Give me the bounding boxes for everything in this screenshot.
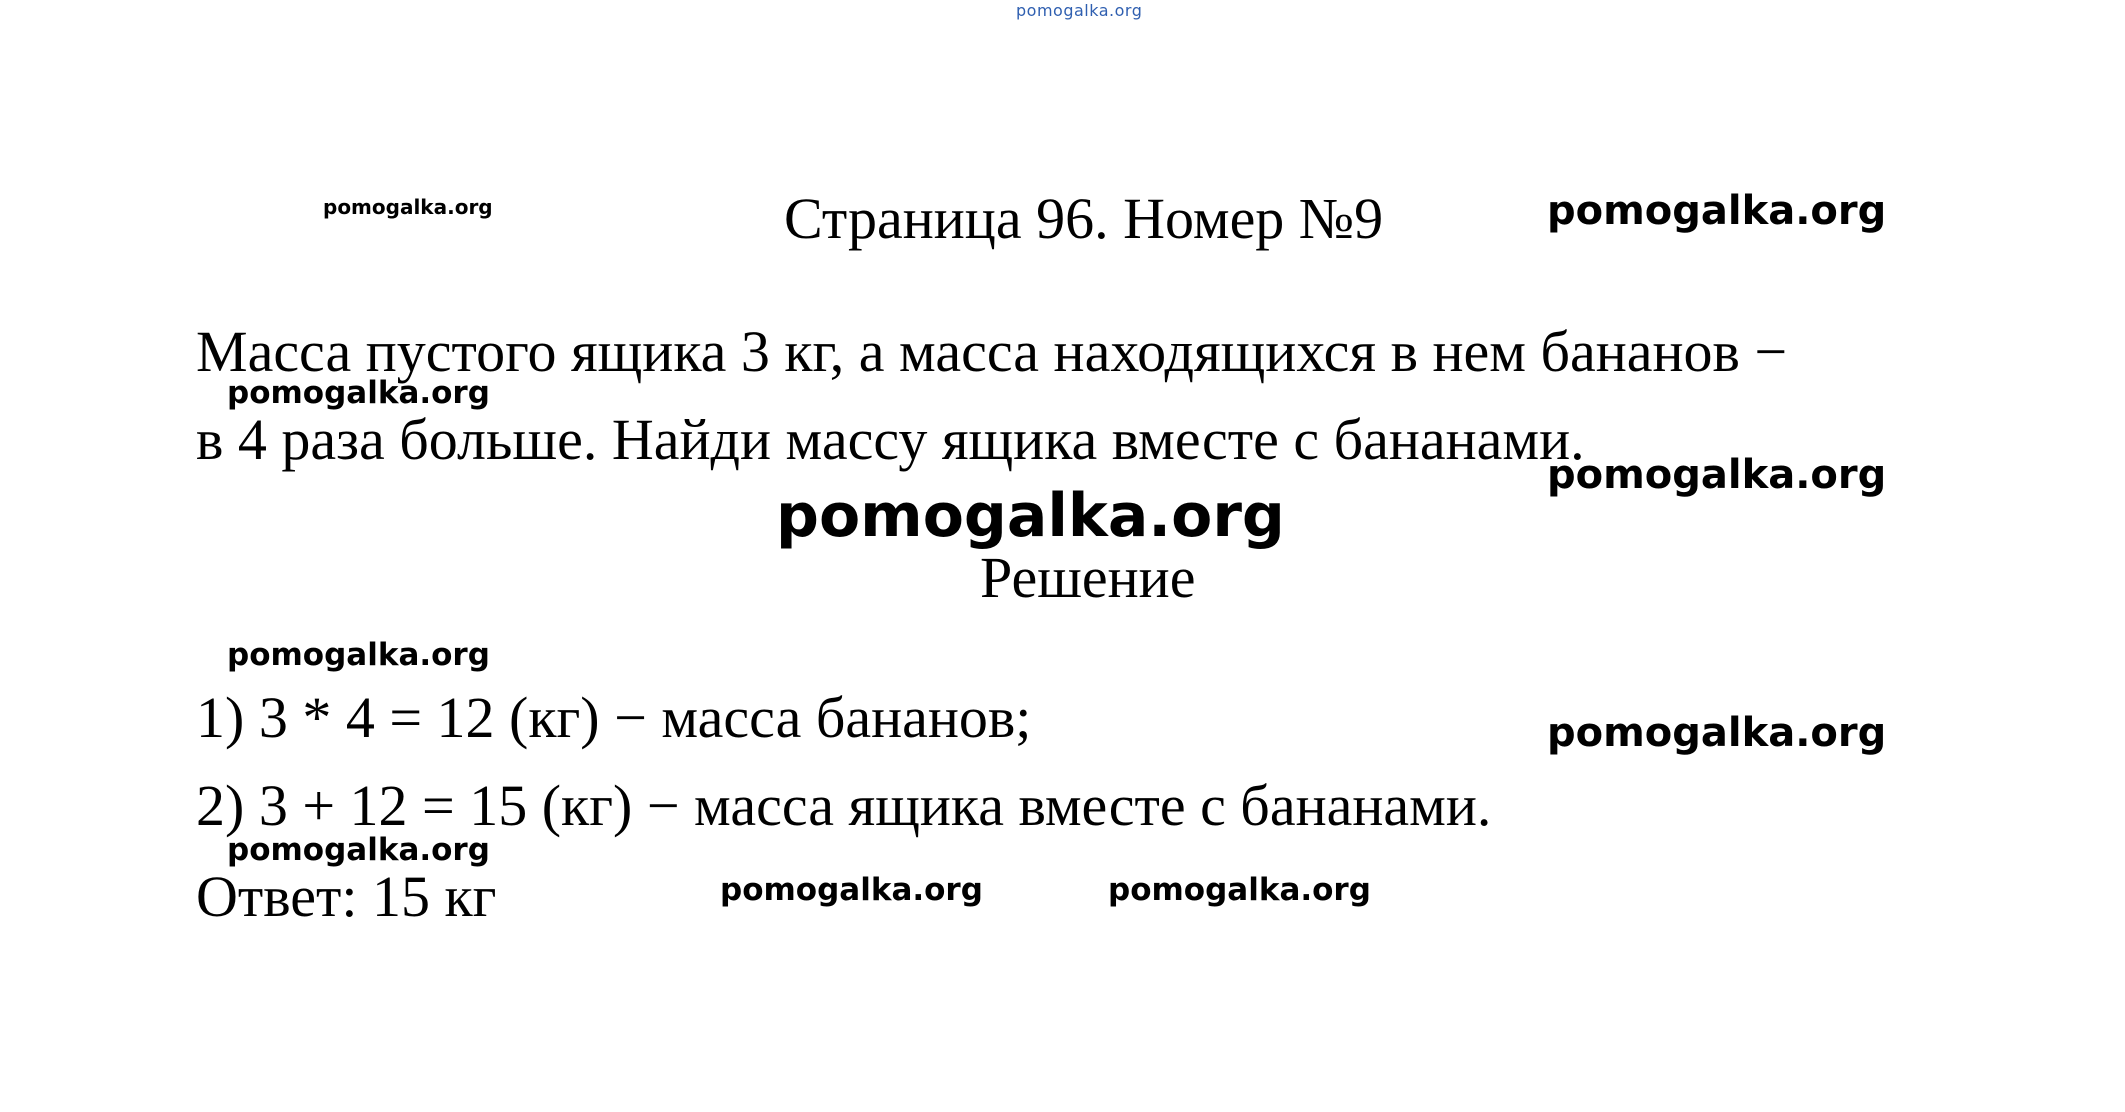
watermark: pomogalka.org — [227, 637, 490, 673]
watermark: pomogalka.org — [776, 481, 1285, 551]
watermark: pomogalka.org — [1547, 710, 1887, 756]
watermark: pomogalka.org — [1547, 452, 1887, 498]
watermark: pomogalka.org — [227, 832, 490, 868]
watermark: pomogalka.org — [1547, 188, 1887, 234]
watermark: pomogalka.org — [323, 195, 493, 219]
answer-text: Ответ: 15 кг — [196, 864, 497, 929]
watermark: pomogalka.org — [1108, 872, 1371, 908]
solution-heading: Решение — [980, 545, 1196, 610]
watermark: pomogalka.org — [227, 375, 490, 411]
solution-step-2: 2) 3 + 12 = 15 (кг) − масса ящика вместе с бананами. — [196, 773, 1492, 838]
page-title: Страница 96. Номер №9 — [784, 186, 1384, 251]
watermark: pomogalka.org — [720, 872, 983, 908]
task-text-line-2: в 4 раза больше. Найди массу ящика вместе с бананами. — [196, 407, 1585, 472]
solution-step-1: 1) 3 * 4 = 12 (кг) − масса бананов; — [196, 685, 1032, 750]
site-link[interactable]: pomogalka.org — [1016, 1, 1143, 20]
task-text-line-1: Масса пустого ящика 3 кг, а масса находящихся в нем бананов − — [196, 319, 1788, 384]
